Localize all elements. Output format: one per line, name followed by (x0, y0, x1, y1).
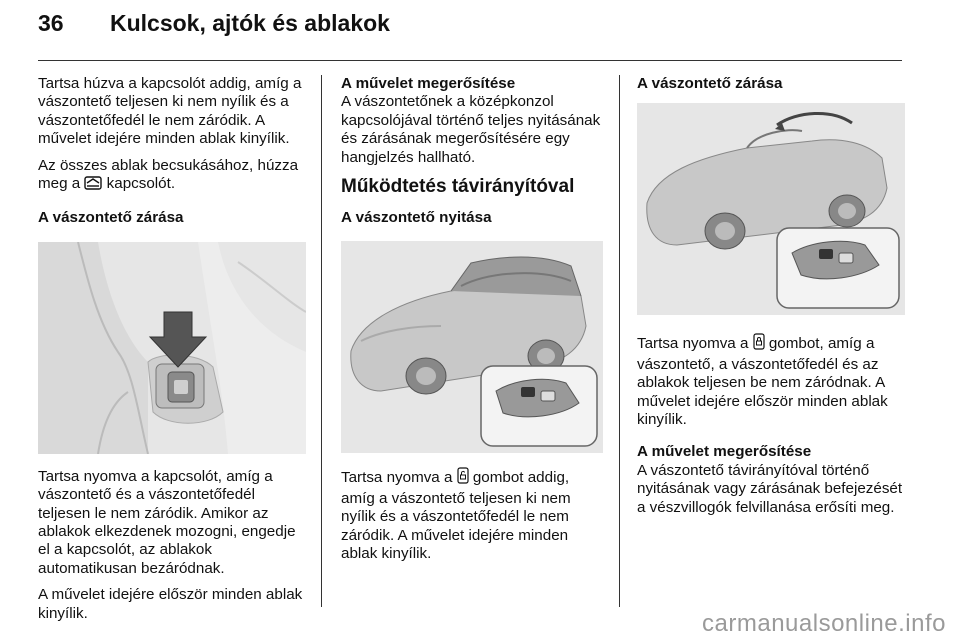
convertible-open-with-key-photo (341, 241, 603, 453)
section-heading: A művelet megerősítése (637, 443, 812, 461)
paragraph: A vászontetőnek a középkonzol kapcsolójával történő teljes nyitásának és zárásának megerősítésére egy hangjelzés hallható. (341, 93, 601, 166)
paragraph (38, 157, 306, 196)
console-roof-switch-photo (38, 242, 306, 454)
section-heading: A vászontető nyitása (341, 209, 492, 227)
text-run: Tartsa nyomva a (341, 469, 457, 487)
column-2 (341, 75, 603, 571)
unlock-button-icon (457, 467, 469, 489)
text-run: kapcsolót. (102, 175, 176, 193)
paragraph: A művelet idejére először minden ablak kinyílik. (38, 586, 303, 622)
text-run: Az összes ablak becsukásához, húzza meg a (38, 156, 299, 193)
column-divider (619, 75, 620, 607)
roof-switch-icon (84, 176, 102, 195)
header-rule (38, 60, 902, 61)
paragraph: Tartsa nyomva a kapcsolót, amíg a vászontető és a vászontetőfedél teljesen le nem záródik. Amikor az ablakok elkezdenek mozogni, engedje el a kapcsolót, az ablakok automatikusan bezáródnak. (38, 467, 296, 577)
paragraph: Tartsa húzva a kapcsolót addig, amíg a vászontető teljesen ki nem nyílik és a vászontetőfedél le nem záródik. A művelet idejére minden ablak kinyílik. (38, 75, 302, 148)
column-3 (637, 75, 905, 525)
text-run: gombot addig, amíg a vászontető teljesen ki nem nyílik és a vászontetőfedél le nem záródik. A művelet idejére minden ablak kinyílik. (341, 469, 571, 563)
paragraph (341, 467, 603, 563)
convertible-close-with-key-photo (637, 103, 905, 315)
chapter-title: Kulcsok, ajtók és ablakok (110, 10, 390, 36)
column-divider (321, 75, 322, 607)
paragraph: A vászontető távirányítóval történő nyitásának vagy zárásának befejezését a vészvillogók felvillanása erősíti meg. (637, 461, 903, 516)
text-run: gombot, amíg a vászontető, a vászontetőfedél és az ablakok teljesen be nem záródnak. A művelet idejére először minden ablak kinyílik. (637, 335, 888, 429)
section-heading: A vászontető zárása (637, 75, 783, 92)
page-number: 36 (38, 10, 64, 36)
column-1 (38, 75, 306, 631)
text-run: Tartsa nyomva a (637, 335, 753, 353)
watermark: carmanualsonline.info (702, 610, 946, 637)
lock-button-icon (753, 333, 765, 355)
section-title: Működtetés távirányítóval (341, 176, 575, 198)
paragraph (637, 333, 905, 429)
section-heading: A vászontető zárása (38, 209, 184, 227)
section-heading: A művelet megerősítése (341, 75, 516, 92)
page-header (38, 10, 390, 37)
